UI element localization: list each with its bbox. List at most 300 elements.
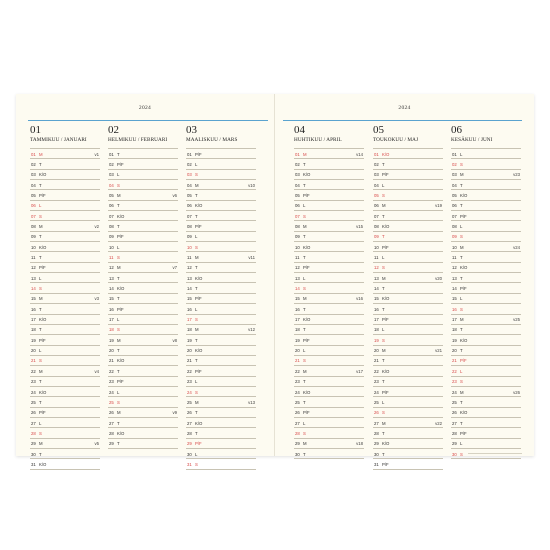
day-number: 12 (109, 265, 114, 271)
weekday-label: P/F (117, 379, 124, 385)
weekday-label: L (195, 234, 198, 240)
weekday-label: P/F (195, 296, 202, 302)
day-row (451, 407, 521, 417)
day-number: 02 (31, 161, 36, 167)
day-row (373, 355, 443, 365)
day-row (186, 231, 256, 241)
day-row (294, 251, 364, 261)
weekday-label: P/F (303, 410, 310, 416)
footer-rule (468, 453, 522, 454)
day-row (294, 314, 364, 324)
day-row (373, 293, 443, 303)
day-row (30, 293, 100, 303)
day-row (108, 241, 178, 251)
week-number: v2 (94, 224, 99, 229)
weekday-label: M (39, 296, 43, 302)
day-number: 04 (452, 182, 457, 188)
day-number: 21 (31, 358, 36, 364)
day-row (451, 251, 521, 261)
day-number: 11 (295, 255, 300, 261)
weekday-label: P/F (39, 410, 46, 416)
day-number: 27 (31, 420, 36, 426)
day-row (373, 376, 443, 386)
day-row (108, 303, 178, 313)
weekday-label: K/O (195, 348, 203, 354)
month-number: 05 (373, 124, 384, 136)
day-row (186, 200, 256, 210)
week-number: v3 (94, 296, 99, 302)
week-number: v18 (356, 441, 363, 447)
day-row (294, 334, 364, 344)
weekday-label: T (195, 337, 198, 343)
day-number: 26 (452, 410, 457, 416)
weekday-label: T (195, 358, 198, 364)
day-row (451, 427, 521, 437)
day-number: 24 (452, 389, 457, 395)
day-row (30, 200, 100, 210)
day-number: 19 (31, 337, 36, 343)
week-number: v4 (94, 368, 99, 374)
day-number: 03 (295, 172, 300, 178)
day-row (294, 427, 364, 437)
weekday-label: P/F (460, 286, 467, 292)
day-number: 19 (187, 337, 192, 343)
day-row (186, 458, 256, 469)
day-number: 06 (31, 203, 36, 209)
day-row (451, 220, 521, 230)
day-number: 02 (109, 161, 114, 167)
day-number: 04 (187, 182, 192, 188)
weekday-label: S (195, 389, 198, 395)
weekday-label: T (117, 224, 120, 229)
day-number: 22 (452, 368, 457, 374)
day-number: 29 (374, 441, 379, 447)
day-row (451, 231, 521, 241)
day-row (294, 158, 364, 168)
weekday-label: T (195, 265, 198, 271)
weekday-label: T (382, 161, 385, 167)
weekday-label: K/O (460, 410, 468, 416)
weekday-label: M (460, 317, 464, 323)
day-number: 16 (109, 306, 114, 312)
day-number: 17 (187, 317, 192, 323)
day-row (294, 376, 364, 386)
day-number: 27 (109, 420, 114, 426)
day-row (373, 272, 443, 282)
day-row (451, 200, 521, 210)
day-number: 30 (452, 451, 457, 457)
day-row (294, 448, 364, 459)
day-number: 18 (187, 327, 192, 333)
weekday-label: M (382, 203, 386, 209)
day-number: 01 (187, 151, 192, 157)
weekday-label: T (39, 161, 42, 167)
weekday-label: T (39, 255, 42, 261)
day-number: 31 (187, 461, 192, 467)
month-january (30, 124, 100, 467)
day-row (30, 169, 100, 179)
day-row (186, 355, 256, 365)
weekday-label: S (303, 213, 306, 219)
weekday-label: S (303, 430, 306, 436)
month-april (294, 124, 364, 457)
weekday-label: S (39, 430, 42, 436)
day-number: 25 (295, 399, 300, 405)
day-row (108, 251, 178, 261)
day-number: 21 (452, 358, 457, 364)
day-number: 28 (187, 430, 192, 436)
month-number: 01 (30, 124, 41, 136)
weekday-label: K/O (117, 358, 125, 364)
weekday-label: M (117, 192, 121, 198)
weekday-label: K/O (195, 275, 203, 281)
day-number: 28 (374, 430, 379, 436)
day-row (294, 407, 364, 417)
day-row (186, 262, 256, 272)
day-row (108, 189, 178, 199)
day-row (186, 241, 256, 251)
weekday-label: M (195, 182, 199, 188)
week-number: v9 (172, 410, 177, 416)
day-number: 06 (374, 203, 379, 209)
day-number: 21 (187, 358, 192, 364)
day-number: 29 (109, 441, 114, 447)
day-number: 17 (374, 317, 379, 323)
week-number: v16 (356, 296, 363, 302)
week-number: v21 (435, 348, 442, 354)
week-number: v5 (94, 441, 99, 447)
day-number: 28 (109, 430, 114, 436)
day-row (108, 179, 178, 189)
day-number: 13 (295, 275, 300, 281)
week-number: v15 (356, 224, 363, 229)
day-row (294, 365, 364, 375)
weekday-label: L (195, 306, 198, 312)
weekday-label: T (460, 327, 463, 333)
day-row (451, 365, 521, 375)
day-row (30, 438, 100, 448)
weekday-label: T (303, 306, 306, 312)
day-number: 03 (374, 172, 379, 178)
day-row (294, 386, 364, 396)
week-number: v1 (94, 151, 99, 157)
weekday-label: K/O (460, 192, 468, 198)
weekday-label: L (460, 296, 463, 302)
weekday-label: S (195, 172, 198, 178)
day-row (373, 262, 443, 272)
weekday-label: T (382, 234, 385, 240)
day-row (451, 303, 521, 313)
day-row (186, 427, 256, 437)
day-row (451, 386, 521, 396)
weekday-label: T (303, 182, 306, 188)
day-number: 07 (109, 213, 114, 219)
weekday-label: T (460, 275, 463, 281)
day-number: 19 (109, 337, 114, 343)
day-row (108, 345, 178, 355)
day-number: 11 (452, 255, 457, 261)
weekday-label: S (39, 213, 42, 219)
weekday-label: K/O (39, 172, 47, 178)
weekday-label: K/O (382, 224, 390, 229)
day-number: 08 (109, 224, 114, 229)
day-row (451, 396, 521, 406)
day-row (108, 282, 178, 292)
weekday-label: P/F (382, 389, 389, 395)
day-row (186, 293, 256, 303)
day-number: 26 (295, 410, 300, 416)
week-number: v25 (513, 317, 520, 323)
day-number: 18 (31, 327, 36, 333)
weekday-label: L (39, 203, 42, 209)
day-row (108, 293, 178, 303)
year-header-right: 2024 (398, 105, 411, 111)
day-number: 08 (31, 224, 36, 229)
header-rule-right (283, 120, 522, 121)
day-number: 29 (295, 441, 300, 447)
day-number: 03 (452, 172, 457, 178)
week-number: v12 (248, 327, 255, 333)
weekday-label: T (382, 213, 385, 219)
weekday-label: M (39, 441, 43, 447)
day-number: 21 (374, 358, 379, 364)
day-number: 11 (374, 255, 379, 261)
day-row (186, 179, 256, 189)
month-name: MAALISKUU / MARS (186, 137, 238, 143)
day-row (30, 365, 100, 375)
weekday-label: S (303, 358, 306, 364)
day-row (294, 220, 364, 230)
weekday-label: T (382, 358, 385, 364)
weekday-label: P/F (39, 337, 46, 343)
weekday-label: L (460, 224, 463, 229)
weekday-label: M (117, 265, 121, 271)
weekday-label: P/F (382, 461, 389, 467)
month-number: 02 (108, 124, 119, 136)
day-number: 09 (374, 234, 379, 240)
day-row (186, 334, 256, 344)
day-number: 13 (187, 275, 192, 281)
week-number: v24 (513, 244, 520, 250)
day-row (30, 334, 100, 344)
day-row (373, 179, 443, 189)
day-number: 23 (452, 379, 457, 385)
weekday-label: P/F (460, 430, 467, 436)
weekday-label: P/F (303, 192, 310, 198)
left-page (16, 94, 274, 467)
weekday-label: T (382, 451, 385, 457)
day-number: 10 (31, 244, 36, 250)
weekday-label: T (195, 213, 198, 219)
weekday-label: K/O (117, 213, 125, 219)
month-number: 04 (294, 124, 305, 136)
day-number: 14 (109, 286, 114, 292)
day-number: 29 (452, 441, 457, 447)
weekday-label: L (460, 441, 463, 447)
day-row (451, 272, 521, 282)
weekday-label: T (39, 379, 42, 385)
day-row (30, 448, 100, 458)
weekday-label: S (460, 451, 463, 457)
day-row (186, 251, 256, 261)
day-number: 22 (295, 368, 300, 374)
day-number: 13 (374, 275, 379, 281)
weekday-label: M (460, 244, 464, 250)
weekday-label: P/F (382, 317, 389, 323)
week-number: v10 (248, 182, 255, 188)
weekday-label: T (195, 286, 198, 292)
day-row (186, 365, 256, 375)
weekday-label: P/F (460, 213, 467, 219)
day-row (108, 438, 178, 449)
day-row (30, 386, 100, 396)
day-list (186, 148, 256, 470)
week-number: v6 (172, 192, 177, 198)
day-list (294, 148, 364, 459)
weekday-label: L (382, 255, 385, 261)
weekday-label: T (195, 192, 198, 198)
day-number: 08 (187, 224, 192, 229)
day-number: 04 (31, 182, 36, 188)
day-row (108, 200, 178, 210)
weekday-label: L (303, 203, 306, 209)
weekday-label: P/F (195, 441, 202, 447)
day-number: 30 (295, 451, 300, 457)
day-number: 24 (187, 389, 192, 395)
day-row (451, 293, 521, 303)
week-number: v20 (435, 275, 442, 281)
weekday-label: T (460, 182, 463, 188)
weekday-label: K/O (382, 296, 390, 302)
day-number: 19 (295, 337, 300, 343)
day-number: 23 (374, 379, 379, 385)
week-number: v22 (435, 420, 442, 426)
day-number: 05 (109, 192, 114, 198)
weekday-label: M (195, 255, 199, 261)
day-row (186, 282, 256, 292)
day-number: 12 (187, 265, 192, 271)
day-number: 10 (452, 244, 457, 250)
day-row (294, 324, 364, 334)
day-row (373, 438, 443, 448)
day-number: 10 (374, 244, 379, 250)
day-number: 18 (452, 327, 457, 333)
day-row (30, 376, 100, 386)
day-number: 16 (187, 306, 192, 312)
day-number: 17 (295, 317, 300, 323)
header-rule-left (28, 120, 268, 121)
year-header-left: 2024 (138, 105, 152, 111)
day-number: 07 (295, 213, 300, 219)
weekday-label: T (117, 368, 120, 374)
day-list (373, 148, 443, 470)
day-row (294, 293, 364, 303)
day-row (373, 448, 443, 458)
day-row (30, 355, 100, 365)
day-row (373, 251, 443, 261)
day-number: 28 (31, 430, 36, 436)
weekday-label: S (460, 234, 463, 240)
weekday-label: T (39, 182, 42, 188)
weekday-label: T (117, 203, 120, 209)
day-number: 24 (295, 389, 300, 395)
weekday-label: S (39, 286, 42, 292)
day-row (451, 148, 521, 158)
day-row (294, 438, 364, 448)
day-row (373, 365, 443, 375)
day-number: 09 (295, 234, 300, 240)
day-row (451, 355, 521, 365)
day-number: 18 (374, 327, 379, 333)
weekday-label: K/O (195, 420, 203, 426)
day-number: 07 (374, 213, 379, 219)
day-number: 04 (295, 182, 300, 188)
weekday-label: S (195, 461, 198, 467)
day-number: 20 (374, 348, 379, 354)
weekday-label: T (382, 430, 385, 436)
weekday-label: M (39, 368, 43, 374)
day-row (30, 303, 100, 313)
weekday-label: M (460, 172, 464, 178)
day-number: 21 (109, 358, 114, 364)
weekday-label: K/O (117, 286, 125, 292)
day-number: 15 (187, 296, 192, 302)
weekday-label: S (382, 337, 385, 343)
day-number: 01 (109, 151, 114, 157)
weekday-label: L (382, 327, 385, 333)
month-number: 06 (451, 124, 462, 136)
month-june (451, 124, 521, 457)
weekday-label: P/F (382, 244, 389, 250)
month-name: KESÄKUU / JUNI (451, 137, 493, 143)
day-number: 22 (374, 368, 379, 374)
day-row (108, 427, 178, 437)
day-row (294, 179, 364, 189)
day-number: 27 (374, 420, 379, 426)
weekday-label: P/F (382, 172, 389, 178)
day-row (373, 314, 443, 324)
day-row (30, 158, 100, 168)
weekday-label: T (39, 306, 42, 312)
day-number: 06 (452, 203, 457, 209)
weekday-label: S (117, 255, 120, 261)
weekday-label: M (303, 441, 307, 447)
weekday-label: K/O (382, 368, 390, 374)
weekday-label: L (460, 151, 463, 157)
day-number: 06 (109, 203, 114, 209)
day-row (451, 438, 521, 448)
day-number: 03 (109, 172, 114, 178)
month-may (373, 124, 443, 467)
day-row (294, 262, 364, 272)
day-row (186, 210, 256, 220)
weekday-label: M (382, 348, 386, 354)
day-row (294, 282, 364, 292)
day-row (186, 272, 256, 282)
weekday-label: M (117, 337, 121, 343)
weekday-label: M (39, 224, 43, 229)
weekday-label: P/F (39, 192, 46, 198)
day-row (186, 376, 256, 386)
day-number: 19 (374, 337, 379, 343)
weekday-label: L (39, 420, 42, 426)
week-number: v13 (248, 399, 255, 405)
weekday-label: K/O (460, 337, 468, 343)
weekday-label: M (195, 399, 199, 405)
weekday-label: L (303, 348, 306, 354)
weekday-label: T (460, 203, 463, 209)
day-number: 08 (295, 224, 300, 229)
